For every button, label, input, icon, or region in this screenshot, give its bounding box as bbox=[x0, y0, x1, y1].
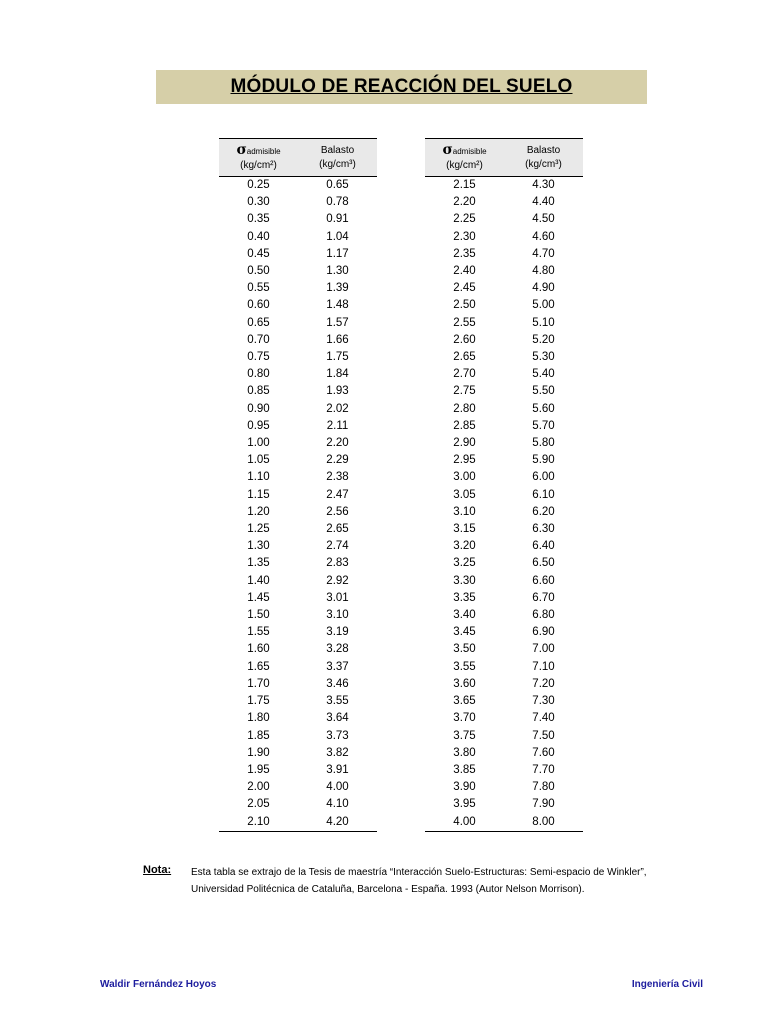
table-row bbox=[425, 366, 583, 383]
balasto-cell: 4.50 bbox=[532, 213, 555, 226]
balasto-cell: 2.56 bbox=[326, 505, 349, 518]
sigma-cell: 3.25 bbox=[453, 557, 476, 570]
table-row bbox=[425, 435, 583, 452]
title-bar bbox=[156, 70, 647, 104]
sigma-cell: 0.40 bbox=[247, 230, 270, 243]
balasto-cell: 3.10 bbox=[326, 609, 349, 622]
table-row bbox=[425, 452, 583, 469]
balasto-cell: 5.10 bbox=[532, 316, 555, 329]
sigma-cell: 1.00 bbox=[247, 437, 270, 450]
table-row bbox=[219, 315, 377, 332]
sigma-cell: 2.30 bbox=[453, 230, 476, 243]
balasto-cell: 7.40 bbox=[532, 712, 555, 725]
sigma-cell: 3.55 bbox=[453, 660, 476, 673]
header-sigma bbox=[425, 139, 504, 177]
balasto-cell: 5.70 bbox=[532, 419, 555, 432]
balasto-cell: 1.66 bbox=[326, 333, 349, 346]
table-row bbox=[219, 332, 377, 349]
table-row bbox=[425, 590, 583, 607]
balasto-cell: 6.90 bbox=[532, 626, 555, 639]
balasto-cell: 2.29 bbox=[326, 454, 349, 467]
table-row bbox=[425, 487, 583, 504]
table-row bbox=[219, 555, 377, 572]
sigma-cell: 3.15 bbox=[453, 523, 476, 536]
sigma-cell: 1.60 bbox=[247, 643, 270, 656]
sigma-cell: 0.95 bbox=[247, 419, 270, 432]
sigma-subscript: admisible bbox=[452, 146, 487, 156]
balasto-cell: 6.60 bbox=[532, 574, 555, 587]
balasto-cell: 6.70 bbox=[532, 591, 555, 604]
balasto-cell: 7.70 bbox=[532, 763, 555, 776]
sigma-cell: 2.70 bbox=[453, 368, 476, 381]
table-row bbox=[425, 211, 583, 228]
balasto-cell: 6.40 bbox=[532, 540, 555, 553]
table-row bbox=[425, 194, 583, 211]
table-row bbox=[425, 762, 583, 779]
balasto-cell: 5.20 bbox=[532, 333, 555, 346]
table-row bbox=[219, 693, 377, 710]
sigma-cell: 1.20 bbox=[247, 505, 270, 518]
sigma-cell: 3.75 bbox=[453, 729, 476, 742]
sigma-cell: 3.60 bbox=[453, 677, 476, 690]
sigma-cell: 1.40 bbox=[247, 574, 270, 587]
sigma-cell: 1.50 bbox=[247, 609, 270, 622]
table-row bbox=[219, 418, 377, 435]
table-row bbox=[219, 676, 377, 693]
table-row bbox=[219, 246, 377, 263]
table-row bbox=[219, 297, 377, 314]
header-balasto bbox=[298, 139, 377, 177]
balasto-cell: 1.84 bbox=[326, 368, 349, 381]
table-row bbox=[219, 504, 377, 521]
table-row bbox=[219, 452, 377, 469]
balasto-cell: 7.60 bbox=[532, 746, 555, 759]
balasto-cell: 0.65 bbox=[326, 179, 349, 191]
sigma-cell: 1.05 bbox=[247, 454, 270, 467]
table-row bbox=[219, 573, 377, 590]
table-row bbox=[219, 366, 377, 383]
table-row bbox=[425, 418, 583, 435]
balasto-cell: 7.30 bbox=[532, 695, 555, 708]
table-row bbox=[219, 177, 377, 195]
sigma-cell: 3.85 bbox=[453, 763, 476, 776]
balasto-unit: (kg/cm³) bbox=[525, 158, 562, 170]
balasto-cell: 4.40 bbox=[532, 196, 555, 209]
balasto-cell: 3.28 bbox=[326, 643, 349, 656]
table-row bbox=[425, 555, 583, 572]
sigma-cell: 2.25 bbox=[453, 213, 476, 226]
sigma-cell: 1.10 bbox=[247, 471, 270, 484]
table-row bbox=[219, 383, 377, 400]
table-row bbox=[425, 332, 583, 349]
balasto-cell: 2.20 bbox=[326, 437, 349, 450]
balasto-cell: 4.00 bbox=[326, 781, 349, 794]
sigma-cell: 2.40 bbox=[453, 265, 476, 278]
table-row bbox=[425, 177, 583, 195]
table-row bbox=[425, 624, 583, 641]
balasto-cell: 3.91 bbox=[326, 763, 349, 776]
sigma-cell: 0.45 bbox=[247, 247, 270, 260]
sigma-cell: 2.95 bbox=[453, 454, 476, 467]
balasto-cell: 5.40 bbox=[532, 368, 555, 381]
sigma-cell: 0.75 bbox=[247, 351, 270, 364]
sigma-cell: 3.95 bbox=[453, 798, 476, 811]
table-row bbox=[425, 297, 583, 314]
balasto-cell: 3.55 bbox=[326, 695, 349, 708]
table-row bbox=[425, 263, 583, 280]
sigma-symbol: σ bbox=[236, 141, 247, 158]
sigma-cell: 3.45 bbox=[453, 626, 476, 639]
table-row bbox=[425, 504, 583, 521]
table-row bbox=[425, 315, 583, 332]
sigma-cell: 2.05 bbox=[247, 798, 270, 811]
sigma-cell: 3.65 bbox=[453, 695, 476, 708]
right-table bbox=[425, 138, 583, 832]
note-text bbox=[191, 864, 651, 898]
sigma-cell: 3.05 bbox=[453, 488, 476, 501]
balasto-cell: 5.00 bbox=[532, 299, 555, 312]
sigma-cell: 0.35 bbox=[247, 213, 270, 226]
sigma-cell: 1.85 bbox=[247, 729, 270, 742]
balasto-cell: 2.02 bbox=[326, 402, 349, 415]
table-row bbox=[219, 435, 377, 452]
footer-author: Waldir Fernández Hoyos bbox=[100, 979, 217, 990]
sigma-cell: 1.80 bbox=[247, 712, 270, 725]
balasto-cell: 3.82 bbox=[326, 746, 349, 759]
sigma-unit: (kg/cm²) bbox=[446, 159, 483, 171]
balasto-cell: 7.20 bbox=[532, 677, 555, 690]
balasto-cell: 2.47 bbox=[326, 488, 349, 501]
balasto-cell: 3.01 bbox=[326, 591, 349, 604]
sigma-cell: 1.45 bbox=[247, 591, 270, 604]
table-row bbox=[219, 659, 377, 676]
sigma-subscript: admisible bbox=[246, 146, 281, 156]
balasto-cell: 4.10 bbox=[326, 798, 349, 811]
table-row bbox=[425, 796, 583, 813]
balasto-cell: 0.78 bbox=[326, 196, 349, 209]
sigma-cell: 3.00 bbox=[453, 471, 476, 484]
table-row bbox=[219, 624, 377, 641]
table-row bbox=[219, 538, 377, 555]
balasto-cell: 5.50 bbox=[532, 385, 555, 398]
table-row bbox=[219, 487, 377, 504]
table-row bbox=[425, 659, 583, 676]
note-line-2: Universidad Politécnica de Cataluña, Barcelona - España. 1993 (Autor Nelson Morrison). bbox=[191, 884, 585, 895]
table-row bbox=[219, 349, 377, 366]
balasto-cell: 2.11 bbox=[326, 419, 349, 432]
sigma-cell: 2.15 bbox=[453, 179, 476, 191]
sigma-symbol: σ bbox=[442, 141, 453, 158]
balasto-cell: 1.75 bbox=[326, 351, 349, 364]
balasto-cell: 7.00 bbox=[532, 643, 555, 656]
balasto-cell: 1.93 bbox=[326, 385, 349, 398]
table-row bbox=[425, 779, 583, 796]
balasto-cell: 3.46 bbox=[326, 677, 349, 690]
sigma-cell: 3.90 bbox=[453, 781, 476, 794]
sigma-cell: 4.00 bbox=[425, 814, 504, 832]
table-row bbox=[425, 814, 583, 832]
note-line-1: Esta tabla se extrajo de la Tesis de maestría “Interacción Suelo-Estructuras: Semi-espacio de Winkler”, bbox=[191, 867, 647, 878]
sigma-cell: 0.85 bbox=[247, 385, 270, 398]
table-row bbox=[219, 779, 377, 796]
table-row bbox=[219, 710, 377, 727]
sigma-cell: 1.65 bbox=[247, 660, 270, 673]
balasto-cell: 3.64 bbox=[326, 712, 349, 725]
sigma-cell: 2.90 bbox=[453, 437, 476, 450]
balasto-title: Balasto bbox=[526, 144, 561, 156]
table-row bbox=[425, 676, 583, 693]
sigma-cell: 0.70 bbox=[247, 333, 270, 346]
balasto-title: Balasto bbox=[320, 144, 355, 156]
sigma-cell: 2.00 bbox=[247, 781, 270, 794]
table-row bbox=[219, 745, 377, 762]
table-row bbox=[219, 762, 377, 779]
table-row bbox=[425, 745, 583, 762]
sigma-cell: 3.35 bbox=[453, 591, 476, 604]
sigma-cell: 0.60 bbox=[247, 299, 270, 312]
table-row bbox=[219, 607, 377, 624]
sigma-cell: 0.55 bbox=[247, 282, 270, 295]
balasto-cell: 7.80 bbox=[532, 781, 555, 794]
table-row bbox=[425, 573, 583, 590]
table-row bbox=[425, 349, 583, 366]
sigma-cell: 2.10 bbox=[219, 814, 298, 832]
balasto-cell: 1.39 bbox=[326, 282, 349, 295]
sigma-cell: 1.25 bbox=[247, 523, 270, 536]
balasto-cell: 4.90 bbox=[532, 282, 555, 295]
sigma-cell: 1.55 bbox=[247, 626, 270, 639]
sigma-cell: 3.30 bbox=[453, 574, 476, 587]
table-row bbox=[219, 590, 377, 607]
sigma-cell: 2.80 bbox=[453, 402, 476, 415]
table-row bbox=[425, 521, 583, 538]
sigma-cell: 1.35 bbox=[247, 557, 270, 570]
balasto-cell: 1.04 bbox=[326, 230, 349, 243]
sigma-cell: 0.90 bbox=[247, 402, 270, 415]
balasto-cell: 2.83 bbox=[326, 557, 349, 570]
table-row bbox=[425, 607, 583, 624]
sigma-cell: 1.75 bbox=[247, 695, 270, 708]
table-row bbox=[425, 710, 583, 727]
balasto-cell: 7.90 bbox=[532, 798, 555, 811]
sigma-cell: 1.30 bbox=[247, 540, 270, 553]
balasto-cell: 6.30 bbox=[532, 523, 555, 536]
balasto-cell: 1.48 bbox=[326, 299, 349, 312]
balasto-cell: 4.70 bbox=[532, 247, 555, 260]
balasto-cell: 4.30 bbox=[532, 179, 555, 191]
table-row bbox=[219, 229, 377, 246]
balasto-cell: 7.10 bbox=[532, 660, 555, 673]
balasto-cell: 3.73 bbox=[326, 729, 349, 742]
table-row bbox=[219, 401, 377, 418]
sigma-cell: 2.35 bbox=[453, 247, 476, 260]
balasto-cell: 6.50 bbox=[532, 557, 555, 570]
table-row bbox=[219, 280, 377, 297]
balasto-cell: 5.60 bbox=[532, 402, 555, 415]
balasto-cell: 3.19 bbox=[326, 626, 349, 639]
balasto-cell: 8.00 bbox=[504, 814, 583, 832]
table-row bbox=[425, 641, 583, 658]
sigma-cell: 3.10 bbox=[453, 505, 476, 518]
balasto-cell: 0.91 bbox=[326, 213, 349, 226]
sigma-cell: 3.70 bbox=[453, 712, 476, 725]
balasto-cell: 6.80 bbox=[532, 609, 555, 622]
sigma-cell: 2.65 bbox=[453, 351, 476, 364]
balasto-cell: 4.60 bbox=[532, 230, 555, 243]
table-row bbox=[425, 383, 583, 400]
balasto-cell: 6.00 bbox=[532, 471, 555, 484]
balasto-unit: (kg/cm³) bbox=[319, 158, 356, 170]
sigma-cell: 2.55 bbox=[453, 316, 476, 329]
table-row bbox=[425, 280, 583, 297]
balasto-cell: 1.17 bbox=[326, 247, 349, 260]
table-row bbox=[219, 641, 377, 658]
balasto-cell: 4.20 bbox=[298, 814, 377, 832]
sigma-cell: 1.70 bbox=[247, 677, 270, 690]
balasto-cell: 5.90 bbox=[532, 454, 555, 467]
sigma-cell: 0.80 bbox=[247, 368, 270, 381]
sigma-cell: 2.50 bbox=[453, 299, 476, 312]
balasto-cell: 2.74 bbox=[326, 540, 349, 553]
sigma-cell: 0.30 bbox=[247, 196, 270, 209]
table-row bbox=[219, 263, 377, 280]
sigma-cell: 2.45 bbox=[453, 282, 476, 295]
balasto-cell: 5.80 bbox=[532, 437, 555, 450]
table-row bbox=[219, 728, 377, 745]
balasto-cell: 5.30 bbox=[532, 351, 555, 364]
balasto-cell: 3.37 bbox=[326, 660, 349, 673]
balasto-cell: 4.80 bbox=[532, 265, 555, 278]
balasto-cell: 7.50 bbox=[532, 729, 555, 742]
table-row bbox=[219, 796, 377, 813]
sigma-cell: 0.50 bbox=[247, 265, 270, 278]
table-row bbox=[425, 693, 583, 710]
sigma-cell: 2.85 bbox=[453, 419, 476, 432]
table-row bbox=[219, 469, 377, 486]
table-row bbox=[425, 229, 583, 246]
sigma-cell: 2.60 bbox=[453, 333, 476, 346]
sigma-cell: 3.20 bbox=[453, 540, 476, 553]
balasto-cell: 2.38 bbox=[326, 471, 349, 484]
sigma-cell: 1.15 bbox=[247, 488, 270, 501]
table-row bbox=[219, 211, 377, 228]
sigma-unit: (kg/cm²) bbox=[240, 159, 277, 171]
footer-field: Ingeniería Civil bbox=[631, 979, 703, 990]
sigma-cell: 1.95 bbox=[247, 763, 270, 776]
table-row bbox=[425, 246, 583, 263]
balasto-cell: 1.30 bbox=[326, 265, 349, 278]
sigma-cell: 3.50 bbox=[453, 643, 476, 656]
sigma-cell: 3.80 bbox=[453, 746, 476, 759]
balasto-cell: 1.57 bbox=[326, 316, 349, 329]
balasto-cell: 6.20 bbox=[532, 505, 555, 518]
balasto-cell: 2.92 bbox=[326, 574, 349, 587]
table-row bbox=[425, 401, 583, 418]
table-row bbox=[425, 728, 583, 745]
sigma-cell: 1.90 bbox=[247, 746, 270, 759]
sigma-cell: 0.25 bbox=[247, 179, 270, 191]
table-row bbox=[425, 469, 583, 486]
sigma-cell: 2.75 bbox=[453, 385, 476, 398]
table-row bbox=[219, 194, 377, 211]
header-sigma bbox=[219, 139, 298, 177]
page-title: MÓDULO DE REACCIÓN DEL SUELO bbox=[230, 76, 573, 97]
left-table bbox=[219, 138, 377, 832]
balasto-cell: 2.65 bbox=[326, 523, 349, 536]
sigma-cell: 2.20 bbox=[453, 196, 476, 209]
note-label: Nota: bbox=[143, 864, 172, 876]
balasto-cell: 6.10 bbox=[532, 488, 555, 501]
table-row bbox=[425, 538, 583, 555]
sigma-cell: 0.65 bbox=[247, 316, 270, 329]
table-row bbox=[219, 814, 377, 832]
table-row bbox=[219, 521, 377, 538]
sigma-cell: 3.40 bbox=[453, 609, 476, 622]
header-balasto bbox=[504, 139, 583, 177]
